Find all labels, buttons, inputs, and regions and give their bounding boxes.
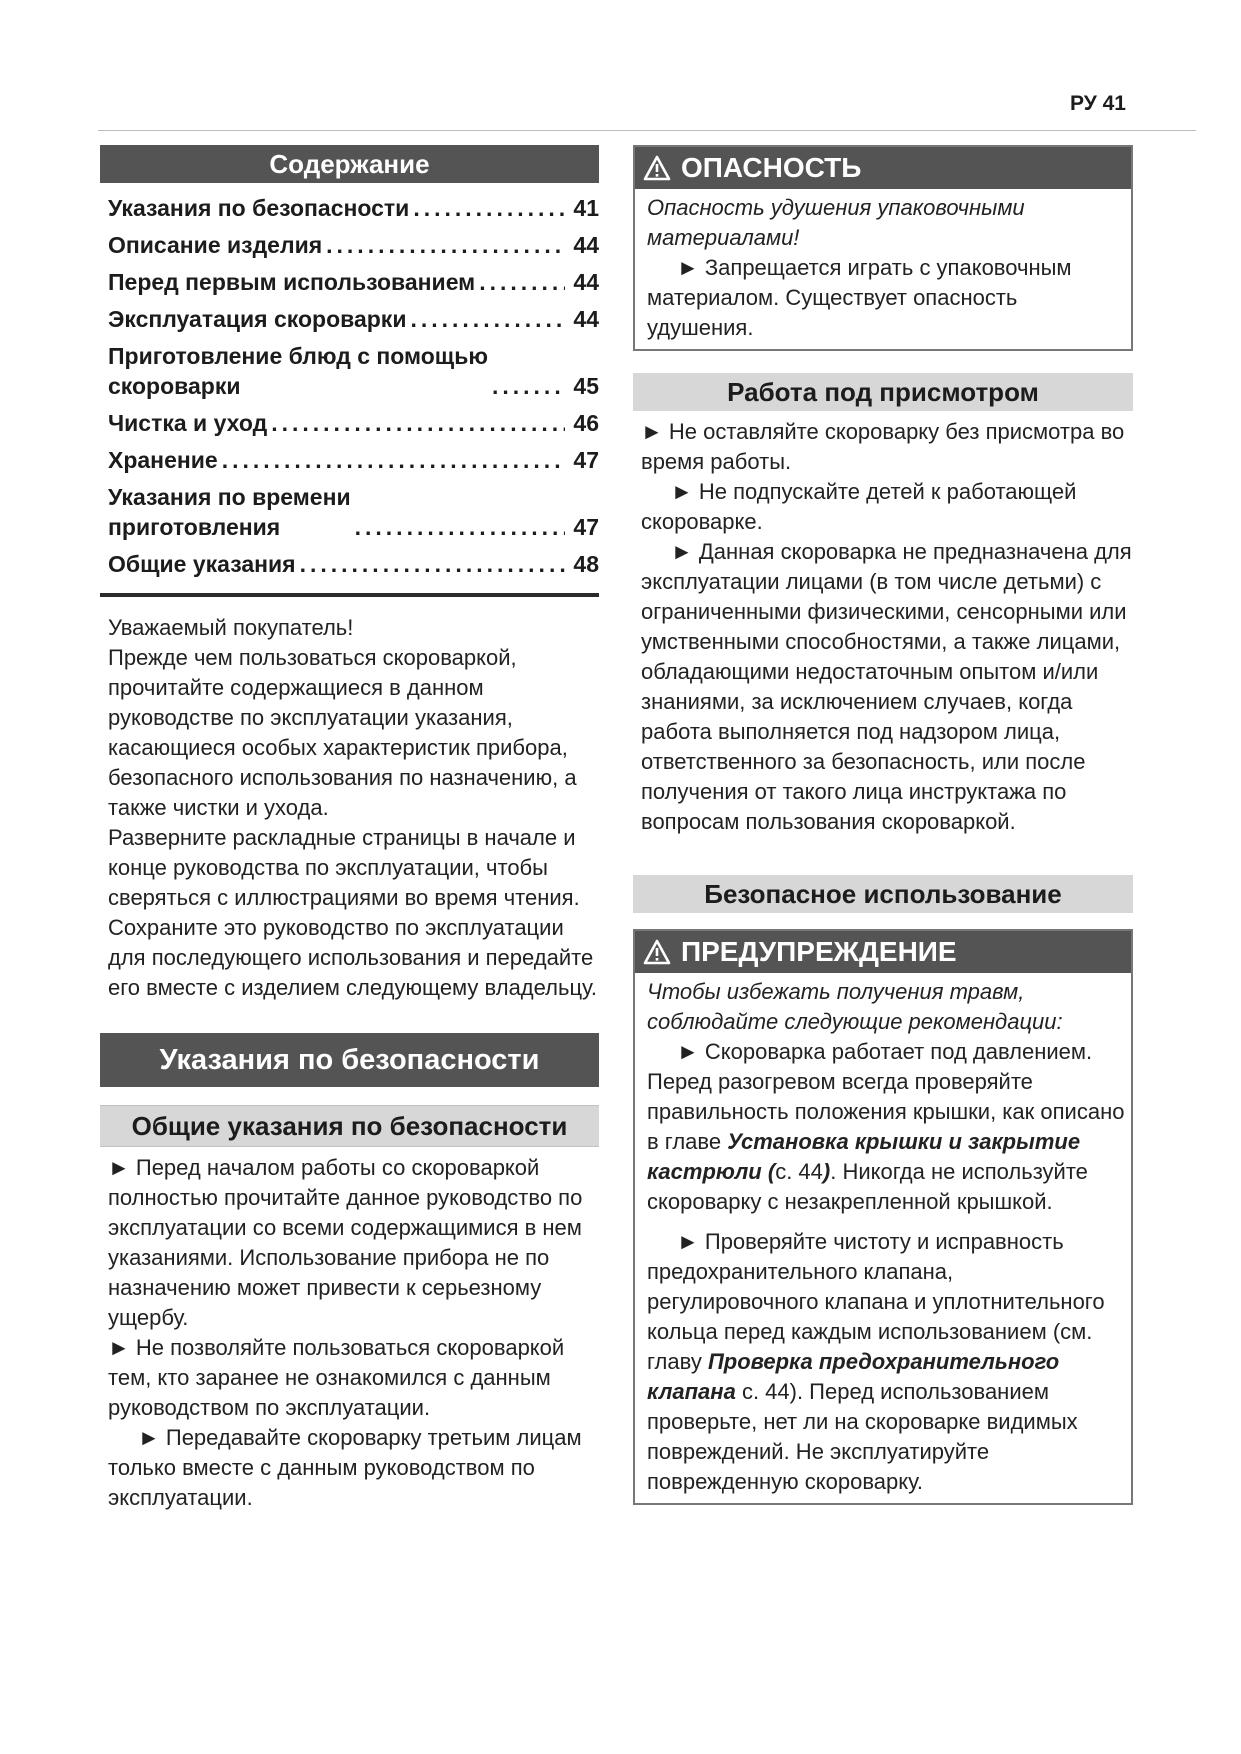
right-column [633,145,1133,1505]
toc-item-page: 44 [573,269,599,295]
header-rule [98,130,1196,131]
toc-item [108,482,599,542]
toc-item-page: 44 [573,232,599,258]
toc-item [108,341,599,401]
safety-bullet-3: ► Передавайте скороварку третьим лицам только вместе с данным руководством по эксплуатации. [108,1425,582,1510]
left-column [100,145,599,1513]
warning-header [635,931,1131,973]
toc-leader-dots [351,512,565,542]
toc-item-page: 44 [573,306,599,332]
danger-body [635,189,1131,349]
toc-leader-dots [322,230,565,260]
toc-item [108,304,599,334]
general-safety-title: Общие указания по безопасности [100,1105,599,1147]
supervision-text [633,417,1133,837]
greeting: Уважаемый покупатель! [108,615,354,640]
lid-chapter-page: с. 44 [775,1159,823,1184]
toc-item [108,230,599,260]
general-safety-text [100,1153,599,1513]
lid-chapter-ref-end: ) [822,1159,831,1184]
safety-bullet-2: ► Не позволяйте пользоваться скороваркой тем, кто заранее не ознакомился с данным руководством по эксплуатации. [108,1335,565,1420]
toc-item-label: Указания по безопасности [108,195,410,221]
toc-item [108,408,599,438]
warning-triangle-icon [643,939,671,965]
supervision-title: Работа под присмотром [633,373,1133,411]
danger-box [633,145,1133,351]
toc-item-label: Чистка и уход [108,410,268,436]
warning-lead: Чтобы избежать получения травм, соблюдайте следующие рекомендации: [647,979,1063,1034]
warning-title: ПРЕДУПРЕЖДЕНИЕ [681,936,957,967]
warning-b1-start: ► Скороварка работает под давлением. Перед разогревом всегда проверяйте правильность положения крышки, как описано в главе [647,1039,1125,1154]
toc-leader-dots [406,304,565,334]
toc-leader-dots [409,193,565,223]
safety-title: Указания по безопасности [100,1033,599,1087]
toc-leader-dots [488,371,565,401]
supervision-bullet-2: ► Не подпускайте детей к работающей скороварке. [641,479,1077,534]
toc-item [108,267,599,297]
warning-box [633,929,1133,1505]
supervision-bullet-3: ► Данная скороварка не предназначена для эксплуатации лицами (в том числе детьми) с ограниченными физическими, сенсорными или умственными способностями, а также лицами, обладающими недостаточным опытом и/или знаниями, за исключением случаев, когда работа выполняется под надзором лица, ответственного за безопасность, или после получения от такого лица инструктажа по вопросам пользования скороваркой. [641,539,1132,834]
warning-bullet-1 [647,1037,1125,1217]
intro-paragraph-2: Разверните раскладные страницы в начале и конце руководства по эксплуатации, чтобы сверяться с иллюстрациями во время чтения. [108,825,580,910]
toc-item-label: Описание изделия [108,232,323,258]
toc-item [108,549,599,579]
danger-header [635,147,1131,189]
page-number: РУ 41 [1070,92,1126,115]
danger-text: ► Запрещается играть с упаковочным материалом. Существует опасность удушения. [647,255,1072,340]
toc-title: Содержание [100,145,599,183]
toc-leader-dots [475,267,565,297]
valve-chapter-ref: Проверка предохранительного клапана [647,1349,1060,1404]
warning-b1-end: . Никогда не используйте скороварку с незакрепленной крышкой. [647,1159,1088,1214]
safe-use-title: Безопасное использование [633,875,1133,913]
toc-item-page: 41 [573,195,599,221]
toc-leader-dots [296,549,565,579]
toc-item-page: 47 [573,447,599,473]
table-of-contents [100,193,599,579]
supervision-bullet-1: ► Не оставляйте скороварку без присмотра во время работы. [641,419,1125,474]
toc-item-label: Эксплуатация скороварки [108,306,407,332]
toc-divider [100,593,599,597]
warning-b2-end: с. 44). Перед использованием проверьте, нет ли на скороварке видимых повреждений. Не эксплуатируйте поврежденную скороварку. [647,1379,1078,1494]
toc-item-label: Хранение [108,447,218,473]
warning-b2-start: ► Проверяйте чистоту и исправность предохранительного клапана, регулировочного клапана и уплотнительного кольца перед каждым использованием (см. главу [647,1229,1105,1374]
toc-leader-dots [218,445,565,475]
toc-leader-dots [267,408,565,438]
intro-section [100,613,599,1003]
toc-item [108,445,599,475]
toc-item-label: Указания по времени приготовления [108,484,351,540]
toc-item [108,193,599,223]
toc-item-label: Перед первым использованием [108,269,476,295]
lid-chapter-ref: Установка крышки и закрытие кастрюли ( [647,1129,1081,1184]
toc-item-label: Общие указания [108,551,296,577]
warning-bullet-2 [647,1227,1125,1497]
warning-body [635,973,1131,1503]
intro-paragraph-3: Сохраните это руководство по эксплуатации для последующего использования и передайте его вместе с изделием следующему владельцу. [108,915,597,1000]
toc-item-label: Приготовление блюд с помощью скороварки [108,343,488,399]
toc-item-page: 46 [573,410,599,436]
toc-item-page: 48 [573,551,599,577]
toc-item-page: 45 [573,373,599,399]
danger-lead: Опасность удушения упаковочными материалами! [647,195,1025,250]
danger-title: ОПАСНОСТЬ [681,152,862,183]
intro-paragraph-1: Прежде чем пользоваться скороваркой, прочитайте содержащиеся в данном руководстве по эксплуатации указания, касающиеся особых характеристик прибора, безопасного использования по назначению, а также чистки и ухода. [108,645,577,820]
toc-item-page: 47 [573,514,599,540]
warning-triangle-icon [643,155,671,181]
safety-bullet-1: ► Перед началом работы со скороваркой полностью прочитайте данное руководство по эксплуатации со всеми содержащимися в нем указаниями. Использование прибора не по назначению может привести к серьезному ущербу. [108,1155,583,1330]
